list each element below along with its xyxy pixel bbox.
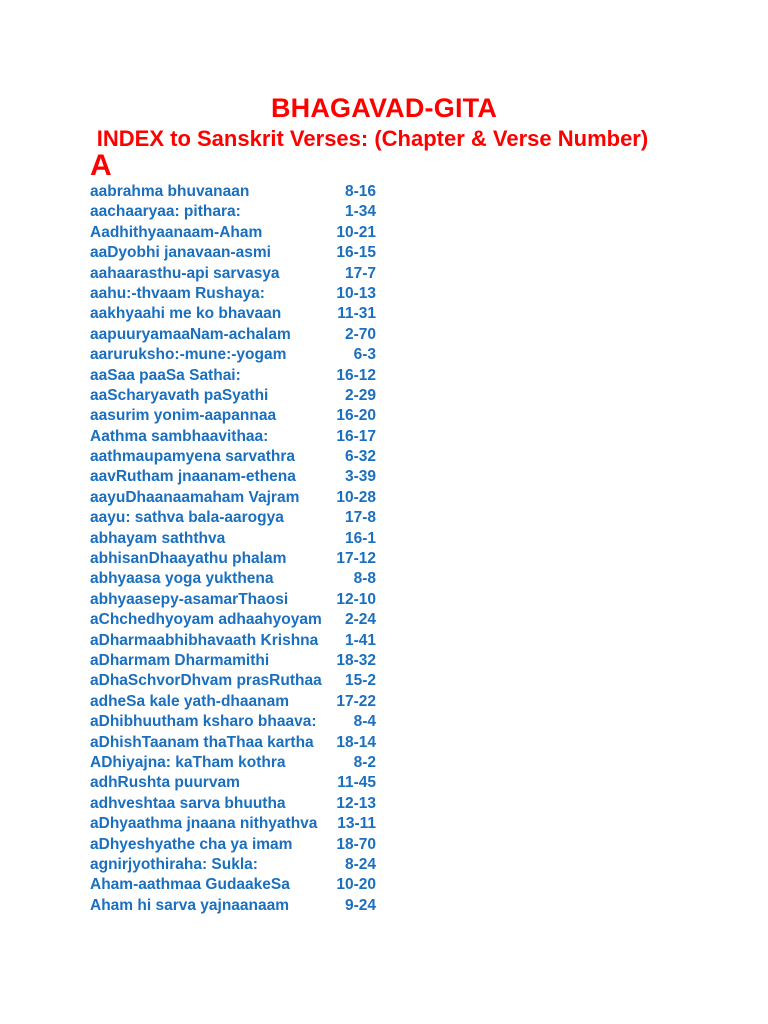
- index-entry: [90, 569, 390, 589]
- chapter-verse-number: 11-31: [337, 305, 376, 323]
- verse-name: aDhishTaanam thaThaa kartha: [90, 733, 314, 751]
- verse-name: abhayam saththva: [90, 529, 226, 547]
- verse-name: Aadhithyaanaam-Aham: [90, 223, 263, 241]
- section-letter-heading: A: [90, 149, 112, 182]
- chapter-verse-number: 3-39: [344, 468, 376, 486]
- verse-name: aDharmam Dharmamithi: [90, 651, 270, 669]
- verse-name: abhyaasepy-asamarThaosi: [90, 590, 289, 608]
- document-title: BHAGAVAD-GITA: [270, 93, 498, 123]
- verse-name: aDhyaathma jnaana nithyathva: [90, 815, 318, 833]
- verse-name: adhRushta puurvam: [90, 774, 240, 792]
- verse-name: aabrahma bhuvanaan: [90, 183, 250, 200]
- verse-name: aahaarasthu-api sarvasya: [90, 264, 280, 282]
- chapter-verse-number: 6-3: [353, 346, 376, 364]
- chapter-verse-number: 8-4: [353, 713, 376, 731]
- index-entry: [90, 529, 390, 549]
- chapter-verse-number: 8-8: [353, 570, 376, 588]
- verse-name: agnirjyothiraha: Sukla:: [90, 855, 258, 873]
- index-entry: [90, 488, 390, 508]
- verse-name: aakhyaahi me ko bhavaan: [90, 305, 282, 323]
- chapter-verse-number: 10-21: [336, 223, 376, 241]
- verse-name: aavRutham jnaanam-ethena: [90, 468, 296, 486]
- chapter-verse-number: 16-1: [344, 529, 376, 547]
- chapter-verse-number: 6-32: [344, 448, 376, 466]
- index-entry: [90, 386, 390, 406]
- chapter-verse-number: 10-28: [336, 488, 376, 506]
- index-entry: [90, 284, 390, 304]
- verse-name: aaSaa paaSa Sathai:: [90, 366, 241, 384]
- index-entry: [90, 264, 390, 284]
- chapter-verse-number: 8-2: [353, 753, 376, 771]
- verse-name: abhisanDhaayathu phalam: [90, 550, 287, 568]
- verse-name: aayuDhaanaamaham Vajram: [90, 488, 300, 506]
- verse-name: Aham hi sarva yajnaanaam: [90, 896, 290, 914]
- index-entry: [90, 835, 390, 855]
- verse-name: Aham-aathmaa GudaakeSa: [90, 876, 290, 894]
- chapter-verse-number: 8-16: [344, 183, 376, 200]
- chapter-verse-number: 16-12: [336, 366, 376, 384]
- index-entry: [90, 508, 390, 528]
- verse-name: aasurim yonim-aapannaa: [90, 407, 277, 425]
- verse-name: aDharmaabhibhavaath Krishna: [90, 631, 319, 649]
- chapter-verse-number: 1-34: [344, 203, 376, 221]
- index-entry: [90, 366, 390, 386]
- chapter-verse-number: 13-11: [337, 815, 376, 833]
- chapter-verse-number: 2-24: [344, 611, 376, 629]
- index-entry: [90, 692, 390, 712]
- index-entry: [90, 631, 390, 651]
- index-entry: [90, 814, 390, 834]
- index-entry: [90, 896, 390, 916]
- verse-name: ADhiyajna: kaTham kothra: [90, 753, 286, 771]
- verse-name: aaScharyavath paSyathi: [90, 386, 269, 404]
- chapter-verse-number: 2-29: [344, 386, 376, 404]
- index-entry: [90, 671, 390, 691]
- verse-name: aayu: sathva bala-aarogya: [90, 509, 284, 527]
- chapter-verse-number: 17-12: [336, 550, 376, 568]
- chapter-verse-number: 10-13: [336, 284, 376, 302]
- index-entry: [90, 875, 390, 895]
- index-entry: [90, 223, 390, 243]
- chapter-verse-number: 18-32: [336, 651, 376, 669]
- verse-name: abhyaasa yoga yukthena: [90, 570, 274, 588]
- chapter-verse-number: 16-20: [336, 407, 376, 425]
- index-entry: [90, 753, 390, 773]
- index-entry: [90, 243, 390, 263]
- index-entry: [90, 855, 390, 875]
- verse-name: aachaaryaa: pithara:: [90, 203, 241, 221]
- index-entry: [90, 733, 390, 753]
- index-entry: [90, 345, 390, 365]
- index-entry: [90, 773, 390, 793]
- index-entry: [90, 202, 390, 222]
- chapter-verse-number: 15-2: [344, 672, 376, 690]
- chapter-verse-number: 17-22: [336, 692, 376, 710]
- index-entry: [90, 182, 390, 202]
- chapter-verse-number: 8-24: [344, 855, 376, 873]
- index-entry: [90, 712, 390, 732]
- chapter-verse-number: 1-41: [344, 631, 376, 649]
- verse-index-list: [90, 182, 390, 916]
- document-subtitle: INDEX to Sanskrit Verses: (Chapter & Verse Number): [96, 126, 649, 151]
- verse-name: aaruruksho:-mune:-yogam: [90, 346, 287, 364]
- chapter-verse-number: 16-17: [336, 427, 376, 445]
- chapter-verse-number: 12-13: [336, 794, 376, 812]
- verse-name: aathmaupamyena sarvathra: [90, 448, 296, 466]
- index-entry: [90, 590, 390, 610]
- index-entry: [90, 406, 390, 426]
- chapter-verse-number: 2-70: [344, 325, 376, 343]
- index-entry: [90, 610, 390, 630]
- verse-name: aaDyobhi janavaan-asmi: [90, 244, 271, 262]
- index-entry: [90, 794, 390, 814]
- chapter-verse-number: 17-8: [344, 509, 376, 527]
- chapter-verse-number: 17-7: [344, 264, 376, 282]
- chapter-verse-number: 9-24: [344, 896, 376, 914]
- index-entry: [90, 447, 390, 467]
- index-entry: [90, 651, 390, 671]
- index-entry: [90, 467, 390, 487]
- verse-name: aDhaSchvorDhvam prasRuthaa: [90, 672, 322, 690]
- chapter-verse-number: 18-14: [336, 733, 376, 751]
- chapter-verse-number: 18-70: [336, 835, 376, 853]
- verse-name: Aathma sambhaavithaa:: [90, 427, 269, 445]
- verse-name: aapuuryamaaNam-achalam: [90, 325, 291, 343]
- chapter-verse-number: 10-20: [336, 876, 376, 894]
- chapter-verse-number: 12-10: [336, 590, 376, 608]
- index-entry: [90, 427, 390, 447]
- chapter-verse-number: 11-45: [337, 774, 376, 792]
- verse-name: adhveshtaa sarva bhuutha: [90, 794, 286, 812]
- index-entry: [90, 549, 390, 569]
- verse-name: aDhyeshyathe cha ya imam: [90, 835, 293, 853]
- index-entry: [90, 325, 390, 345]
- verse-name: adheSa kale yath-dhaanam: [90, 692, 289, 710]
- verse-name: aChchedhyoyam adhaahyoyam: [90, 611, 322, 629]
- verse-name: aahu:-thvaam Rushaya:: [90, 284, 265, 302]
- index-entry: [90, 304, 390, 324]
- verse-name: aDhibhuutham ksharo bhaava:: [90, 713, 317, 731]
- chapter-verse-number: 16-15: [336, 244, 376, 262]
